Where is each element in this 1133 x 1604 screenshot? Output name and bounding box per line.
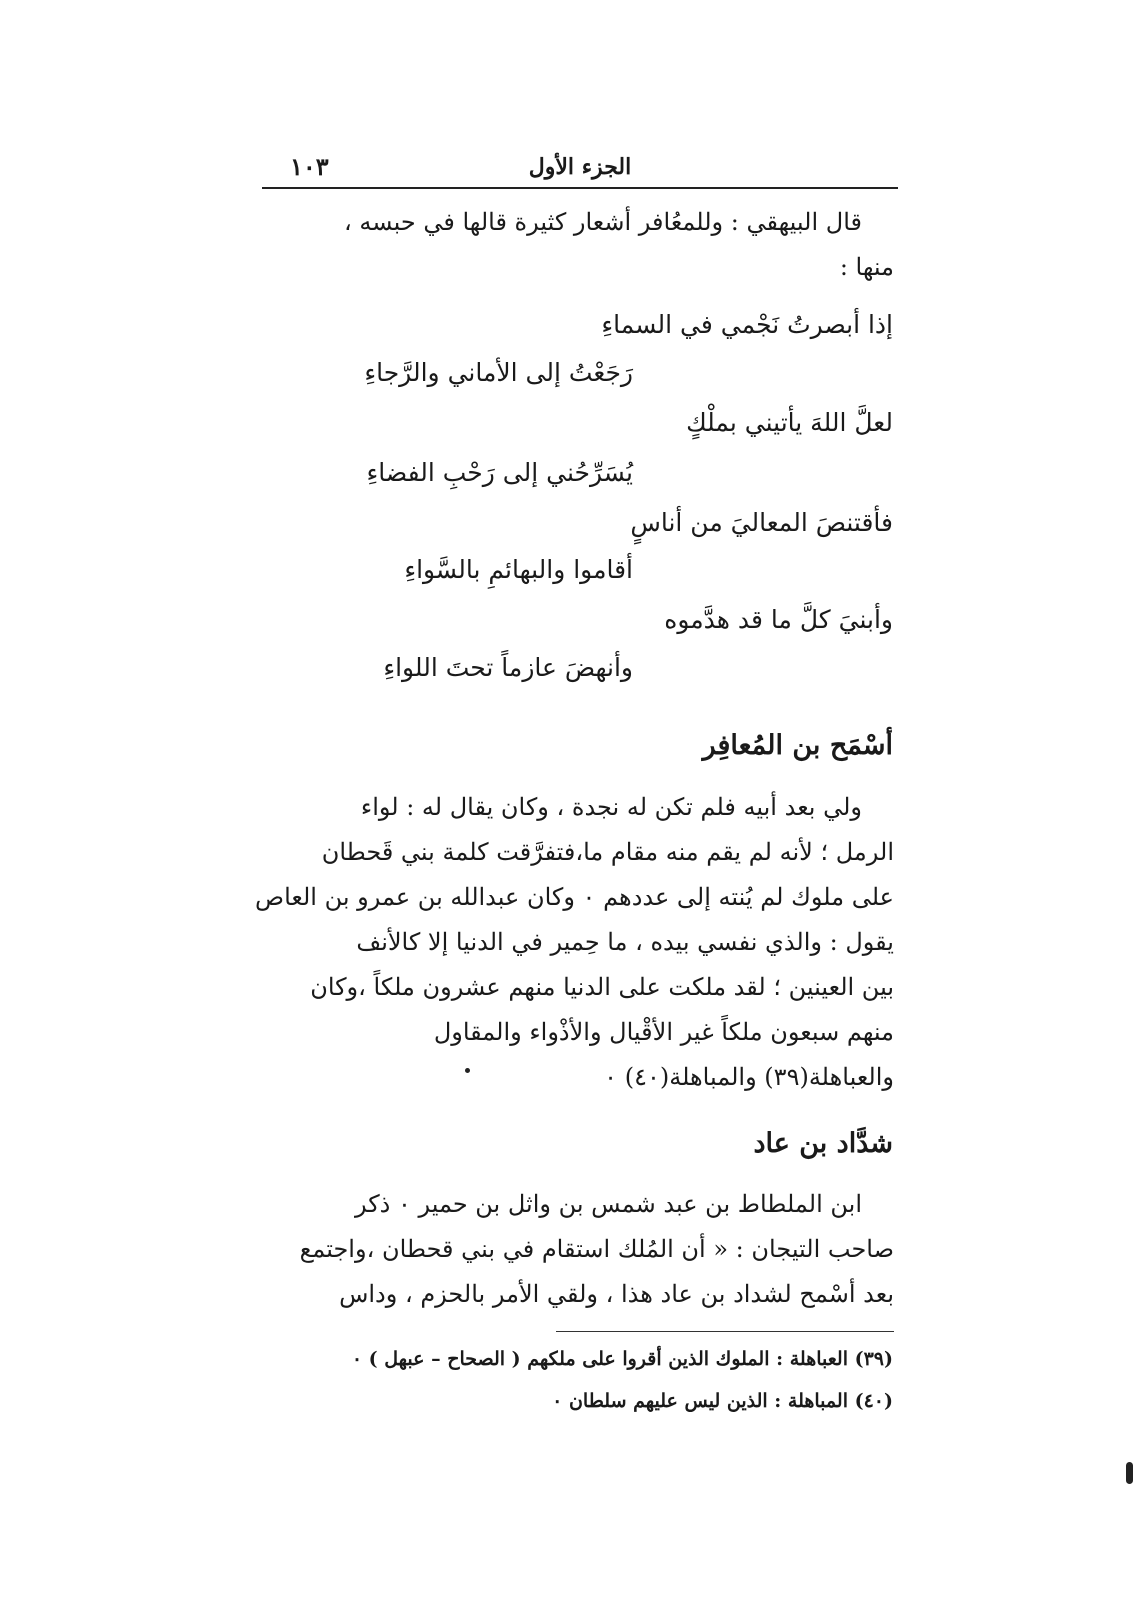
paragraph-line: بين العينين ؛ لقد ملكت على الدنيا منهم عشرون ملكاً ،وكان: [310, 973, 894, 1001]
footnote: (٣٩) العباهلة : الملوك الذين أقروا على ملكهم ( الصحاح – عبهل ) ٠: [351, 1348, 893, 1370]
intro-line: قال البيهقي : وللمعُافر أشعار كثيرة قالها في حبسه ،: [343, 208, 862, 236]
intro-line: منها :: [839, 253, 894, 281]
page-header: [262, 150, 898, 186]
poem-hemistich-second: يُسَرِّحُني إلى رَحْبِ الفضاءِ: [366, 458, 633, 487]
paragraph-line: والعباهلة(٣٩) والمباهلة(٤٠) ٠: [604, 1063, 894, 1091]
paragraph-line: ولي بعد أبيه فلم تكن له نجدة ، وكان يقال له : لواء: [360, 793, 862, 821]
paragraph-line: يقول : والذي نفسي بيده ، ما حِمير في الدنيا إلا كالأنف: [356, 928, 894, 956]
poem-hemistich-first: لعلَّ اللهَ يأتيني بملْكٍ: [686, 408, 893, 437]
section-paragraph: [246, 1182, 894, 1317]
poem-hemistich-first: وأبنيَ كلَّ ما قد هدَّموه: [664, 605, 893, 634]
poem-hemistich-first: فأقتنصَ المعاليَ من أناسٍ: [630, 508, 893, 537]
intro-paragraph: [246, 200, 894, 290]
footnote-rule: [556, 1331, 894, 1332]
header-rule: [262, 187, 898, 189]
poem-hemistich-first: إذا أبصرتُ نَجْمي في السماءِ: [601, 310, 893, 339]
section-paragraph: [246, 785, 894, 1100]
poem-hemistich-second: أقاموا والبهائمِ بالسَّواءِ: [404, 555, 633, 584]
paragraph-line: منهم سبعون ملكاً غير الأقْيال والأذْواء والمقاول: [433, 1018, 894, 1046]
footnote: (٤٠) المباهلة : الذين ليس عليهم سلطان ٠: [552, 1390, 893, 1412]
poem-hemistich-second: وأنهضَ عازماً تحتَ اللواءِ: [383, 653, 633, 682]
paragraph-line: بعد أسْمح لشداد بن عاد هذا ، ولقي الأمر بالحزم ، وداس: [339, 1280, 894, 1308]
section-title: أسْمَح بن المُعافِر: [702, 730, 893, 761]
scan-speck: [1126, 1462, 1133, 1484]
running-title: الجزء الأول: [528, 154, 632, 180]
paragraph-line: ابن الملطاط بن عبد شمس بن واثل بن حمير ٠ ذكر: [354, 1190, 862, 1218]
scan-speck: [465, 1068, 470, 1073]
section-title: شدَّاد بن عاد: [753, 1128, 893, 1159]
paragraph-line: على ملوك لم يُنته إلى عددهم ٠ وكان عبدالله بن عمرو بن العاص: [255, 883, 894, 911]
page-number: ١٠٣: [290, 152, 329, 181]
paragraph-line: الرمل ؛ لأنه لم يقم منه مقام ما،فتفرَّقت كلمة بني قَحطان: [321, 838, 894, 866]
paragraph-line: صاحب التيجان : « أن المُلك استقام في بني قحطان ،واجتمع: [299, 1235, 894, 1263]
poem-hemistich-second: رَجَعْتُ إلى الأماني والرَّجاءِ: [364, 358, 633, 387]
